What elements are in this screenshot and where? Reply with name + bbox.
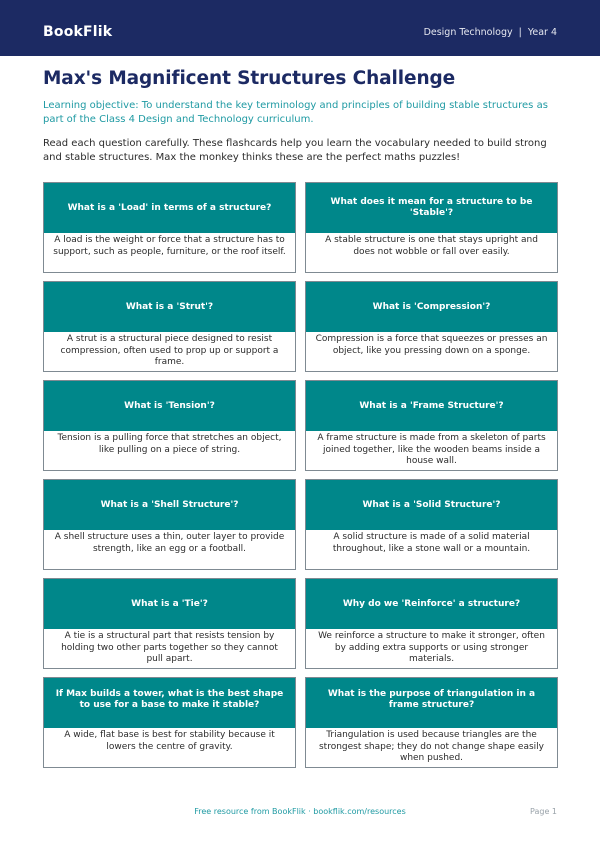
year-label: Year 4 — [527, 27, 557, 38]
flashcard-answer: A wide, flat base is best for stability because it lowers the centre of gravity. — [64, 730, 275, 752]
flashcard-question: What is 'Compression'? — [306, 282, 557, 332]
flashcard-question: What is a 'Solid Structure'? — [306, 480, 557, 530]
flashcard-question: What is a 'Strut'? — [44, 282, 295, 332]
flashcard-answer: Tension is a pulling force that stretches an object, like pulling on a piece of string. — [57, 433, 282, 455]
flashcard-question: What does it mean for a structure to be 'Stable'? — [306, 183, 557, 233]
header-bar — [0, 0, 600, 56]
flashcard-answer: A stable structure is one that stays upright and does not wobble or fall over easily. — [325, 235, 538, 257]
flashcard — [43, 281, 296, 372]
flashcard-question: What is 'Tension'? — [44, 381, 295, 431]
learning-objective: Learning objective: To understand the key terminology and principles of building stable structures as part of the Class 4 Design and Technology curriculum. — [43, 100, 548, 125]
flashcard-question: Why do we 'Reinforce' a structure? — [306, 579, 557, 629]
flashcard — [305, 578, 558, 669]
intro-text: Read each question carefully. These flashcards help you learn the vocabulary needed to build strong and stable structures. Max the monkey thinks these are the perfect maths puzzles! — [43, 138, 547, 163]
flashcard — [43, 182, 296, 273]
flashcard-answer: A frame structure is made from a skeleton of parts joined together, like the wooden beams inside a house wall. — [317, 433, 546, 466]
flashcard-answer: We reinforce a structure to make it stronger, often by adding extra supports or using stronger materials. — [318, 631, 545, 664]
flashcard — [305, 479, 558, 570]
flashcard-question: What is a 'Load' in terms of a structure? — [44, 183, 295, 233]
flashcard — [305, 281, 558, 372]
brand-logo[interactable]: BookFlik — [43, 24, 113, 40]
header-meta — [424, 27, 557, 38]
subject-label: Design Technology — [423, 27, 513, 38]
flashcard — [305, 182, 558, 273]
page-number: Page 1 — [530, 807, 557, 816]
flashcard-answer: Triangulation is used because triangles are the strongest shape; they do not change shape easily when pushed. — [318, 730, 545, 763]
meta-separator: | — [518, 27, 522, 38]
flashcard — [43, 479, 296, 570]
flashcard-question: What is the purpose of triangulation in a frame structure? — [306, 678, 557, 728]
flashcard — [305, 380, 558, 471]
flashcard-answer: Compression is a force that squeezes or presses an object, like you pressing down on a sponge. — [315, 334, 548, 356]
flashcard-question: What is a 'Tie'? — [44, 579, 295, 629]
flashcard — [305, 677, 558, 768]
flashcard — [43, 578, 296, 669]
flashcard — [43, 380, 296, 471]
flashcard-question: What is a 'Frame Structure'? — [306, 381, 557, 431]
flashcard-question: What is a 'Shell Structure'? — [44, 480, 295, 530]
flashcard-answer: A strut is a structural piece designed to resist compression, often used to prop up or support a frame. — [60, 334, 279, 367]
flashcard-question: If Max builds a tower, what is the best shape to use for a base to make it stable? — [44, 678, 295, 728]
flashcard-answer: A load is the weight or force that a structure has to support, such as people, furniture, or the roof itself. — [53, 235, 286, 257]
flashcard-answer: A shell structure uses a thin, outer layer to provide strength, like an egg or a football. — [54, 532, 285, 554]
flashcard-answer: A tie is a structural part that resists tension by holding two other parts together so they cannot pull apart. — [61, 631, 278, 664]
flashcard — [43, 677, 296, 768]
page-title: Max's Magnificent Structures Challenge — [43, 68, 456, 89]
footer-link[interactable]: Free resource from BookFlik · bookflik.com/resources — [194, 807, 406, 816]
flashcard-answer: A solid structure is made of a solid material throughout, like a stone wall or a mountain. — [332, 532, 531, 554]
